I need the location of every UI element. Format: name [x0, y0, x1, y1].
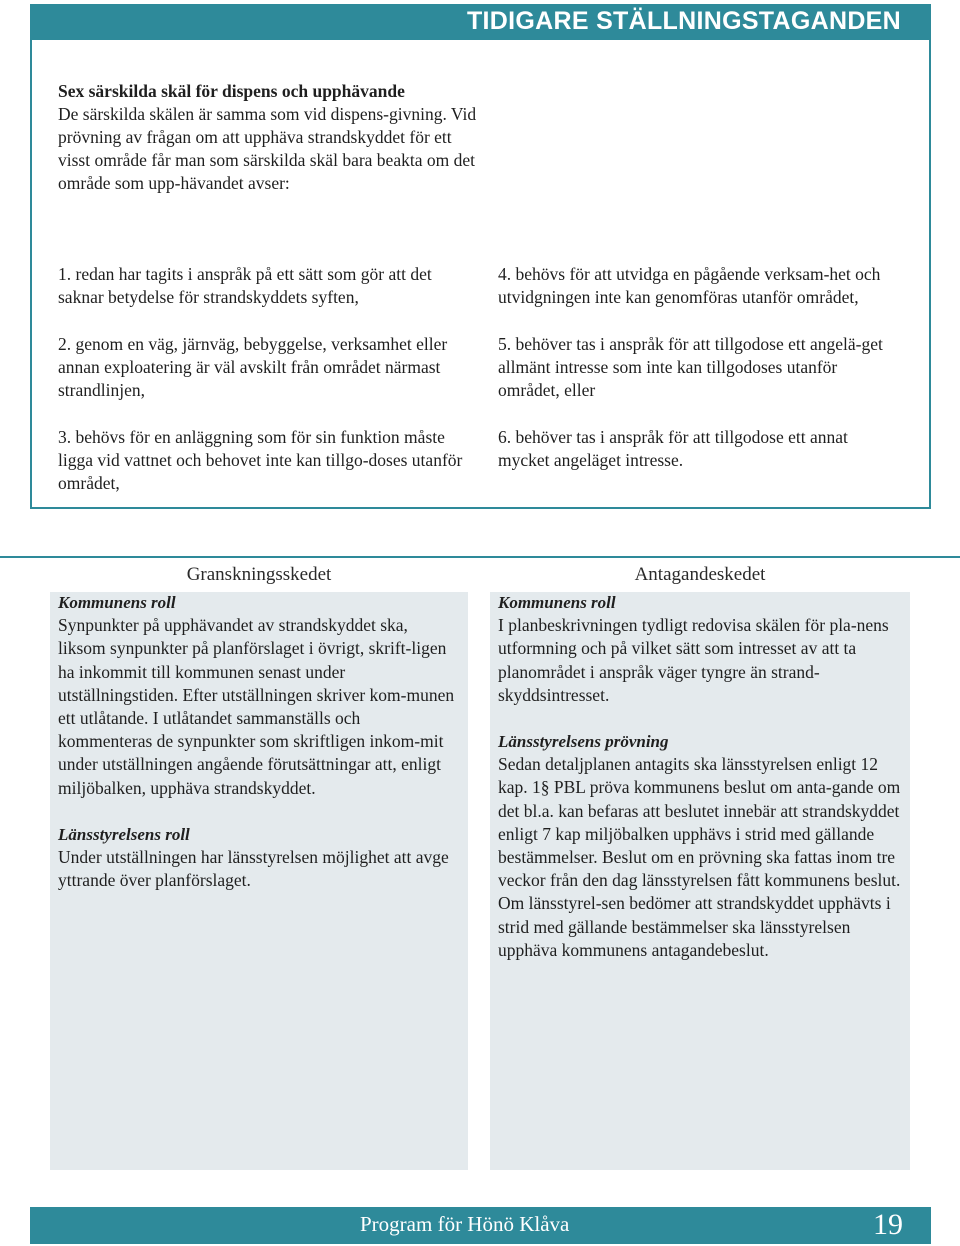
antagande-lst-text: Sedan detaljplanen antagits ska länsstyrelsen enligt 12 kap. 1§ PBL pröva kommunens beslut om anta-gande om det bl.a. kan befaras att beslutet innebär att strandskyddet enligt 7 kap miljöbalken upphävs i strid med gällande bestämmelser. Beslut om en prövning ska fattas inom tre veckor från den dag länsstyrelsen fått kommunens beslut. Om länsstyrel-sen bedömer att strandskyddet upphävts i strid med gällande bestämmelser ska länsstyrelsen upphäva kommunens antagandebeslut. [498, 754, 901, 960]
reason-item: 6. behöver tas i anspråk för att tillgodose ett annat mycket angeläget intresse. [498, 427, 848, 470]
antagande-content [498, 591, 903, 985]
granskning-lst-heading: Länsstyrelsens roll [58, 824, 190, 844]
antagande-title: Antagandeskedet [634, 564, 766, 585]
reason-item: 5. behöver tas i anspråk för att tillgodose ett angelä-get allmänt intresse som inte kan tillgodoses utanför området, eller [498, 334, 883, 400]
reason-item: 3. behövs för en anläggning som för sin funktion måste ligga vid vattnet och behovet inte kan tillgo-doses utanför området, [58, 427, 463, 493]
footer-title: Program för Hönö Klåva [360, 1212, 570, 1236]
page-number: 19 [873, 1208, 903, 1241]
granskning-kommun-heading: Kommunens roll [58, 593, 176, 612]
page-title: TIDIGARE STÄLLNINGSTAGANDEN [466, 7, 901, 35]
granskning-lst-text: Under utställningen har länsstyrelsen möjlighet att avge yttrande över planförslaget. [58, 847, 449, 891]
reasons-list-right [498, 263, 898, 496]
granskning-content [58, 591, 458, 915]
intro-section [58, 80, 478, 195]
section-divider [0, 556, 960, 558]
footer-bar [30, 1207, 931, 1244]
reason-item: 2. genom en väg, järnväg, bebyggelse, verksamhet eller annan exploatering är väl avskilt från området närmast strandlinjen, [58, 334, 448, 400]
antagande-kommun-heading: Kommunens roll [498, 593, 616, 612]
reason-item: 4. behövs för att utvidga en pågående verksam-het och utvidgningen inte kan genomföras utanför området, [498, 264, 881, 307]
granskning-kommun-text: Synpunkter på upphävandet av strandskyddet ska, liksom synpunkter på planförslaget i övrigt, skrift-ligen ha inkommit till kommunen senast under utställningstiden. Efter utställningen skriver kom-munen ett utlåtande. I utlåtandet sammanställs och kommenteras de synpunkter som skriftligen inkom-mit under utställningen angående förutsättningar att, enligt miljöbalken, upphäva strandskyddet. [58, 615, 455, 798]
antagande-kommun-text: I planbeskrivningen tydligt redovisa skälen för pla-nens utformning och på vilket sätt som intresset av att ta planområdet i anspråk väger tyngre än strand-skyddsintresset. [498, 615, 889, 705]
header-bar [30, 4, 931, 40]
granskning-title: Granskningsskedet [186, 564, 332, 585]
reason-item: 1. redan har tagits i anspråk på ett sätt som gör att det saknar betydelse för strandskyddets syften, [58, 264, 432, 307]
reasons-list-left [58, 263, 463, 519]
intro-heading: Sex särskilda skäl för dispens och upphävande [58, 81, 405, 101]
intro-body: De särskilda skälen är samma som vid dispens-givning. Vid prövning av frågan om att upphäva strandskyddet för ett visst område får man som särskilda skäl bara beakta om det område som upp-hävandet avser: [58, 104, 477, 193]
antagande-lst-heading: Länsstyrelsens prövning [498, 732, 669, 752]
